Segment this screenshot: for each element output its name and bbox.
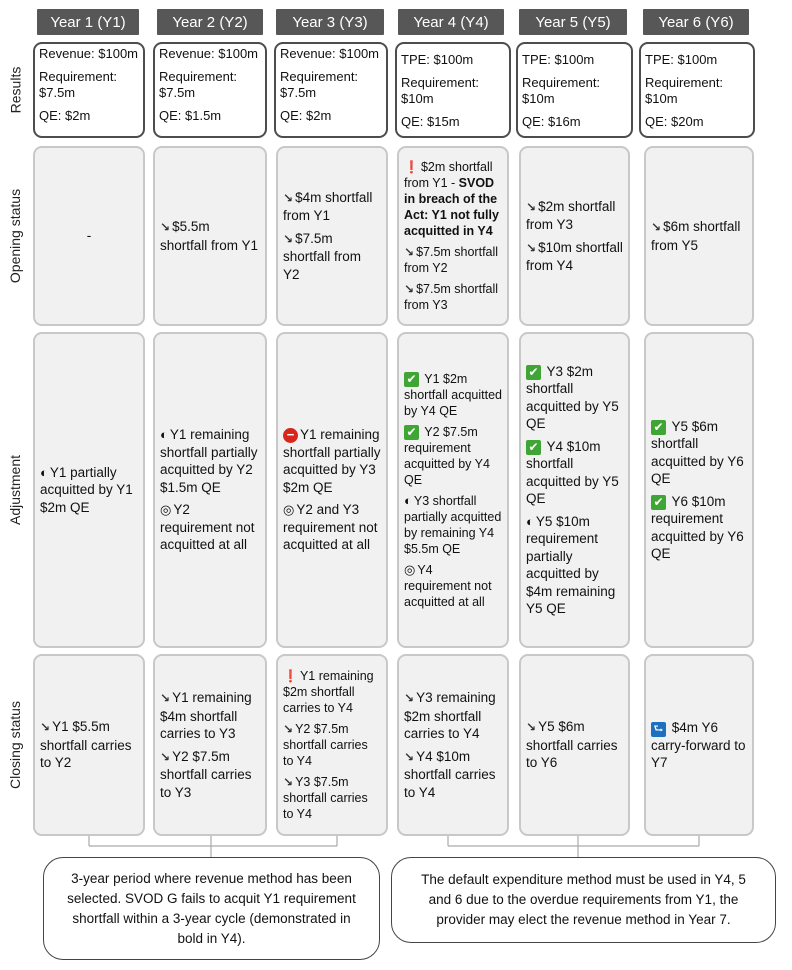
closing-text: Y1 remaining $2m shortfall carries to Y4 bbox=[283, 669, 374, 715]
arrow-down-right-icon: ↘ bbox=[404, 282, 415, 296]
arrow-down-right-icon: ↘ bbox=[404, 245, 415, 259]
opening-text: $2m shortfall from Y3 bbox=[526, 198, 616, 232]
closing-text: Y3 $7.5m shortfall carries to Y4 bbox=[283, 775, 368, 821]
opening-text: $4m shortfall from Y1 bbox=[283, 189, 373, 224]
row-label-adjustment: Adjustment bbox=[7, 454, 24, 526]
closing-y5 bbox=[519, 654, 630, 836]
closing-text: $4m Y6 carry-forward to Y7 bbox=[651, 719, 746, 770]
adjustment-text: Y1 partially acquitted by Y1 $2m QE bbox=[40, 464, 133, 515]
note-text: 3-year period where revenue method has been selected. SVOD G fails to acquit Y1 requirement shortfall within a 3-year cycle (demonstrated in bold in Y4). bbox=[67, 870, 356, 946]
check-icon: ✔ bbox=[526, 365, 541, 380]
check-icon: ✔ bbox=[651, 495, 666, 510]
result-qe: QE: $2m bbox=[280, 108, 332, 123]
note-expenditure-method bbox=[391, 857, 776, 943]
arrow-down-right-icon: ↘ bbox=[283, 722, 294, 736]
arrow-down-right-icon: ↘ bbox=[404, 749, 415, 764]
results-y3 bbox=[274, 42, 388, 138]
adjustment-text: Y5 $10m requirement partially acquitted by $4m remaining Y5 QE bbox=[526, 513, 616, 616]
closing-y2 bbox=[153, 654, 267, 836]
adjustment-text: Y4 requirement not acquitted at all bbox=[404, 562, 492, 609]
result-qe: QE: $1.5m bbox=[159, 108, 222, 123]
adjustment-y5 bbox=[519, 332, 630, 648]
closing-y6 bbox=[644, 654, 754, 836]
adjustment-text: Y6 $10m requirement acquitted by Y6 QE bbox=[651, 493, 744, 561]
row-label-results: Results bbox=[7, 66, 23, 114]
ring-icon: ◎ bbox=[160, 502, 172, 518]
exclamation-icon: ❗ bbox=[404, 160, 419, 174]
arrow-down-right-icon: ↘ bbox=[160, 691, 171, 705]
adjustment-text: Y2 and Y3 requirement not acquitted at all bbox=[283, 502, 378, 553]
arrow-down-right-icon: ↘ bbox=[283, 231, 294, 246]
adjustment-text: Y1 remaining shortfall partially acquitted by Y3 $2m QE bbox=[283, 427, 381, 495]
arrow-down-right-icon: ↘ bbox=[526, 199, 537, 214]
ring-icon: ◎ bbox=[404, 561, 416, 577]
exclamation-icon: ❗ bbox=[283, 669, 298, 683]
check-icon: ✔ bbox=[526, 440, 541, 455]
arrow-down-right-icon: ↘ bbox=[526, 720, 537, 735]
header-year-1: Year 1 (Y1) bbox=[37, 9, 139, 35]
opening-text: $10m shortfall from Y4 bbox=[526, 239, 623, 273]
adjustment-text: Y2 $7.5m requirement acquitted by Y4 QE bbox=[404, 424, 490, 487]
results-y4 bbox=[395, 42, 511, 138]
opening-text: $6m shortfall from Y5 bbox=[651, 219, 741, 253]
result-tpe: TPE: $100m bbox=[522, 52, 595, 67]
adjustment-y1 bbox=[33, 332, 145, 648]
closing-text: Y4 $10m shortfall carries to Y4 bbox=[404, 748, 496, 800]
result-qe: QE: $20m bbox=[645, 114, 704, 129]
closing-text: Y3 remaining $2m shortfall carries to Y4 bbox=[404, 690, 496, 741]
header-year-6: Year 6 (Y6) bbox=[643, 9, 749, 35]
adjustment-text: Y4 $10m shortfall acquitted by Y5 QE bbox=[526, 438, 619, 506]
adjustment-y2 bbox=[153, 332, 267, 648]
results-y6 bbox=[639, 42, 755, 138]
header-year-4: Year 4 (Y4) bbox=[398, 9, 504, 35]
opening-y5 bbox=[519, 146, 630, 326]
opening-text: $7.5m shortfall from Y3 bbox=[404, 282, 499, 312]
arrow-down-right-icon: ↘ bbox=[283, 775, 294, 789]
result-requirement: Requirement: $10m bbox=[645, 75, 724, 106]
breach-text: SVOD in breach of the Act: Y1 not fully acquitted in Y4 bbox=[404, 176, 499, 238]
header-year-5: Year 5 (Y5) bbox=[519, 9, 627, 35]
opening-text: $2m shortfall from Y1 - bbox=[404, 160, 493, 190]
adjustment-text: Y3 shortfall partially acquitted by remaining Y4 $5.5m QE bbox=[404, 493, 502, 556]
result-requirement: Requirement: $7.5m bbox=[159, 69, 238, 100]
half-circle-icon: ◐ bbox=[40, 464, 48, 480]
result-tpe: TPE: $100m bbox=[645, 52, 718, 67]
half-circle-icon: ◐ bbox=[404, 492, 412, 508]
result-revenue: Revenue: $100m bbox=[159, 46, 259, 61]
result-requirement: Requirement: $10m bbox=[522, 75, 601, 106]
closing-y1 bbox=[33, 654, 145, 836]
arrow-down-right-icon: ↘ bbox=[40, 720, 51, 735]
opening-text: $7.5m shortfall from Y2 bbox=[404, 245, 499, 275]
opening-y3 bbox=[276, 146, 388, 326]
result-requirement: Requirement: $7.5m bbox=[39, 69, 118, 100]
opening-y4 bbox=[397, 146, 509, 326]
ring-icon: ◎ bbox=[283, 502, 295, 518]
result-qe: QE: $15m bbox=[401, 114, 460, 129]
header-year-2: Year 2 (Y2) bbox=[157, 9, 263, 35]
adjustment-text: Y1 $2m shortfall acquitted by Y4 QE bbox=[404, 371, 502, 418]
check-icon: ✔ bbox=[404, 425, 419, 440]
closing-text: Y1 remaining $4m shortfall carries to Y3 bbox=[160, 690, 252, 741]
opening-y2 bbox=[153, 146, 267, 326]
result-requirement: Requirement: $7.5m bbox=[280, 69, 359, 100]
results-y2 bbox=[153, 42, 267, 138]
opening-y6 bbox=[644, 146, 754, 326]
half-circle-icon: ◐ bbox=[526, 513, 534, 529]
result-revenue: Revenue: $100m bbox=[39, 46, 139, 61]
opening-y1 bbox=[33, 146, 145, 326]
results-y5 bbox=[516, 42, 633, 138]
closing-text: Y2 $7.5m shortfall carries to Y3 bbox=[160, 748, 252, 800]
closing-y4 bbox=[397, 654, 509, 836]
adjustment-text: Y5 $6m shortfall acquitted by Y6 QE bbox=[651, 418, 744, 486]
adjustment-text: Y3 $2m shortfall acquitted by Y5 QE bbox=[526, 363, 619, 431]
check-icon: ✔ bbox=[404, 372, 419, 387]
row-label-opening: Opening status bbox=[7, 188, 24, 284]
closing-y3 bbox=[276, 654, 388, 836]
result-tpe: TPE: $100m bbox=[401, 52, 474, 67]
opening-text: $5.5m shortfall from Y1 bbox=[160, 219, 259, 253]
result-revenue: Revenue: $100m bbox=[280, 46, 380, 61]
arrow-down-right-icon: ↘ bbox=[651, 220, 662, 234]
closing-text: Y1 $5.5m shortfall carries to Y2 bbox=[40, 719, 132, 771]
result-qe: QE: $2m bbox=[39, 108, 91, 123]
row-label-closing: Closing status bbox=[7, 701, 23, 789]
half-circle-icon: ◐ bbox=[160, 427, 168, 443]
opening-text: - bbox=[86, 228, 92, 244]
note-text: The default expenditure method must be used in Y4, 5 and 6 due to the overdue requirements from Y1, the provider may elect the revenue method in Year 7. bbox=[421, 872, 746, 927]
closing-text: Y5 $6m shortfall carries to Y6 bbox=[526, 719, 618, 771]
adjustment-text: Y2 requirement not acquitted at all bbox=[160, 502, 255, 553]
adjustment-y4 bbox=[397, 332, 509, 648]
note-revenue-method bbox=[43, 857, 380, 960]
carry-forward-icon: ⮑ bbox=[651, 722, 666, 737]
result-qe: QE: $16m bbox=[522, 114, 581, 129]
arrow-down-right-icon: ↘ bbox=[160, 749, 171, 764]
opening-text: $7.5m shortfall from Y2 bbox=[283, 230, 362, 282]
arrow-down-right-icon: ↘ bbox=[404, 691, 415, 705]
header-year-3: Year 3 (Y3) bbox=[276, 9, 384, 35]
results-y1 bbox=[33, 42, 145, 138]
adjustment-y3 bbox=[276, 332, 388, 648]
no-entry-icon: − bbox=[283, 428, 298, 443]
arrow-down-right-icon: ↘ bbox=[160, 220, 171, 234]
arrow-down-right-icon: ↘ bbox=[526, 240, 537, 255]
closing-text: Y2 $7.5m shortfall carries to Y4 bbox=[283, 722, 368, 768]
check-icon: ✔ bbox=[651, 420, 666, 435]
adjustment-y6 bbox=[644, 332, 754, 648]
result-requirement: Requirement: $10m bbox=[401, 75, 480, 106]
adjustment-text: Y1 remaining shortfall partially acquitted by Y2 $1.5m QE bbox=[160, 427, 258, 495]
arrow-down-right-icon: ↘ bbox=[283, 190, 294, 205]
